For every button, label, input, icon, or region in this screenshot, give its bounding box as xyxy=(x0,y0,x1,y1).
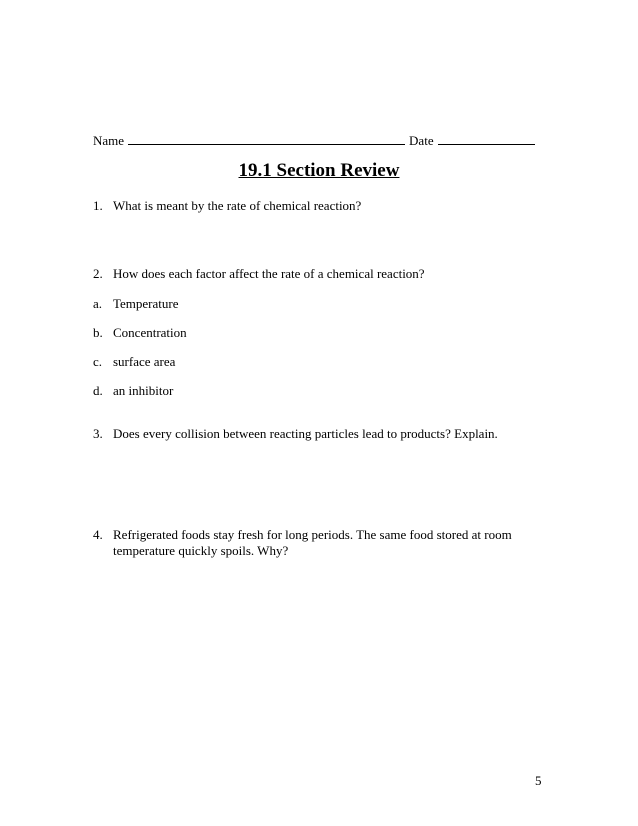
date-label: Date xyxy=(409,133,434,148)
factor-item: d. an inhibitor xyxy=(93,383,174,398)
question-4: 4. Refrigerated foods stay fresh for long periods. The same food stored at room temperature quickly spoils. Why? xyxy=(93,527,512,558)
name-date-line xyxy=(93,132,535,149)
name-label: Name xyxy=(93,133,125,148)
page-number: 5 xyxy=(535,773,542,788)
question-1: 1. What is meant by the rate of chemical reaction? xyxy=(93,198,362,213)
question-2: 2. How does each factor affect the rate of a chemical reaction? xyxy=(93,266,425,281)
factor-item: a. Temperature xyxy=(93,296,179,311)
factor-item: c. surface area xyxy=(93,354,176,369)
question-3: 3. Does every collision between reacting particles lead to products? Explain. xyxy=(93,426,498,441)
factor-item: b. Concentration xyxy=(93,325,187,340)
name-blank xyxy=(128,132,405,145)
page-title: 19.1 Section Review xyxy=(238,160,400,181)
date-blank xyxy=(438,132,535,145)
